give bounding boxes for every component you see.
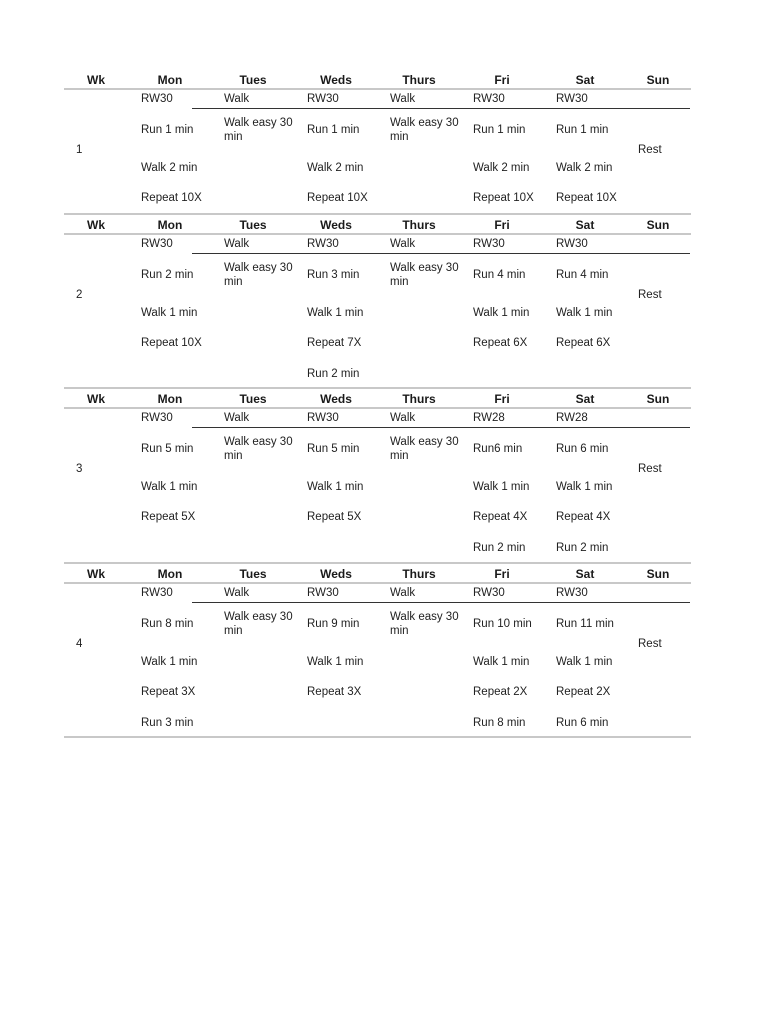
schedule-cell-fri: Walk 1 min <box>473 656 530 668</box>
schedule-cell-sat: Repeat 4X <box>556 511 611 523</box>
table-bottom-rule <box>64 736 691 738</box>
week-number: 4 <box>76 638 83 650</box>
header-top-rule <box>64 562 691 564</box>
header-cell-tues: Tues <box>239 218 267 232</box>
header-top-rule <box>64 213 691 215</box>
schedule-cell-thurs: Walk easy 30 min <box>390 436 459 462</box>
header-cell-weds: Weds <box>320 392 352 406</box>
schedule-cell-tues: Walk <box>224 412 250 424</box>
schedule-cell-sat: RW28 <box>556 412 588 424</box>
schedule-cell-sat: Walk 2 min <box>556 162 613 174</box>
schedule-cell-fri: Walk 1 min <box>473 481 530 493</box>
schedule-cell-sat: Run 6 min <box>556 443 609 455</box>
schedule-cell-thurs: Walk easy 30 min <box>390 117 459 143</box>
schedule-cell-fri: Run 4 min <box>473 269 526 281</box>
schedule-cell-weds: Repeat 3X <box>307 686 362 698</box>
schedule-cell-fri: Repeat 4X <box>473 511 528 523</box>
week-block <box>64 215 691 395</box>
sunday-rest: Rest <box>638 638 662 650</box>
schedule-cell-weds: Run 1 min <box>307 124 360 136</box>
header-cell-weds: Weds <box>320 218 352 232</box>
header-bottom-rule <box>64 233 691 235</box>
session-type-rule <box>192 602 690 603</box>
schedule-cell-mon: Run 5 min <box>141 443 194 455</box>
schedule-cell-thurs: Walk <box>390 412 416 424</box>
schedule-cell-tues: Walk <box>224 93 250 105</box>
schedule-cell-tues: Walk <box>224 238 250 250</box>
schedule-cell-mon: Repeat 10X <box>141 192 202 204</box>
header-cell-sun: Sun <box>646 392 670 406</box>
schedule-cell-weds: RW30 <box>307 587 339 599</box>
schedule-cell-mon: Run 3 min <box>141 717 194 729</box>
schedule-cell-mon: Repeat 3X <box>141 686 196 698</box>
schedule-cell-mon: Repeat 5X <box>141 511 196 523</box>
schedule-cell-mon: RW30 <box>141 412 173 424</box>
schedule-cell-thurs: Walk <box>390 238 416 250</box>
header-cell-wk: Wk <box>87 73 105 87</box>
header-cell-mon: Mon <box>157 392 183 406</box>
schedule-cell-weds: Walk 1 min <box>307 307 364 319</box>
schedule-cell-sat: Walk 1 min <box>556 656 613 668</box>
header-cell-sat: Sat <box>575 218 595 232</box>
schedule-cell-fri: Run 8 min <box>473 717 526 729</box>
schedule-cell-mon: RW30 <box>141 238 173 250</box>
header-bottom-rule <box>64 88 691 90</box>
session-type-rule <box>192 427 690 428</box>
header-cell-sat: Sat <box>575 567 595 581</box>
schedule-cell-tues: Walk easy 30 min <box>224 117 293 143</box>
schedule-cell-sat: Run 4 min <box>556 269 609 281</box>
header-cell-fri: Fri <box>494 73 510 87</box>
sunday-rest: Rest <box>638 463 662 475</box>
header-cell-tues: Tues <box>239 567 267 581</box>
header-cell-mon: Mon <box>157 73 183 87</box>
header-cell-wk: Wk <box>87 218 105 232</box>
schedule-cell-sat: RW30 <box>556 238 588 250</box>
schedule-cell-fri: Walk 1 min <box>473 307 530 319</box>
schedule-cell-mon: Walk 1 min <box>141 307 198 319</box>
schedule-cell-mon: RW30 <box>141 93 173 105</box>
header-cell-fri: Fri <box>494 218 510 232</box>
header-cell-weds: Weds <box>320 567 352 581</box>
header-cell-sun: Sun <box>646 567 670 581</box>
schedule-cell-sat: RW30 <box>556 93 588 105</box>
schedule-cell-mon: Repeat 10X <box>141 337 202 349</box>
header-row <box>64 70 691 90</box>
schedule-cell-fri: Repeat 2X <box>473 686 528 698</box>
schedule-cell-fri: RW30 <box>473 238 505 250</box>
header-cell-fri: Fri <box>494 567 510 581</box>
schedule-cell-fri: Walk 2 min <box>473 162 530 174</box>
schedule-cell-mon: Walk 1 min <box>141 656 198 668</box>
header-cell-sat: Sat <box>575 392 595 406</box>
week-number: 3 <box>76 463 83 475</box>
header-top-rule <box>64 387 691 389</box>
header-cell-sun: Sun <box>646 218 670 232</box>
schedule-cell-sat: Repeat 6X <box>556 337 611 349</box>
schedule-cell-weds: Walk 1 min <box>307 481 364 493</box>
week-block <box>64 564 691 744</box>
header-bottom-rule <box>64 407 691 409</box>
header-cell-wk: Wk <box>87 392 105 406</box>
schedule-cell-sat: Run 11 min <box>556 618 614 630</box>
header-bottom-rule <box>64 582 691 584</box>
schedule-cell-sat: Repeat 10X <box>556 192 617 204</box>
schedule-cell-mon: Run 1 min <box>141 124 194 136</box>
header-cell-thurs: Thurs <box>402 567 436 581</box>
week-number: 1 <box>76 144 83 156</box>
schedule-cell-sat: RW30 <box>556 587 588 599</box>
schedule-cell-weds: Run 9 min <box>307 618 360 630</box>
header-cell-weds: Weds <box>320 73 352 87</box>
schedule-cell-weds: Run 2 min <box>307 368 360 380</box>
header-cell-thurs: Thurs <box>402 392 436 406</box>
header-cell-sun: Sun <box>646 73 670 87</box>
schedule-cell-sat: Run 1 min <box>556 124 609 136</box>
schedule-cell-sat: Walk 1 min <box>556 481 613 493</box>
schedule-cell-tues: Walk easy 30 min <box>224 262 293 288</box>
schedule-cell-fri: RW28 <box>473 412 505 424</box>
schedule-cell-weds: Walk 1 min <box>307 656 364 668</box>
schedule-cell-tues: Walk easy 30 min <box>224 436 293 462</box>
schedule-cell-sat: Walk 1 min <box>556 307 613 319</box>
schedule-cell-weds: Walk 2 min <box>307 162 364 174</box>
header-cell-mon: Mon <box>157 218 183 232</box>
schedule-cell-fri: RW30 <box>473 587 505 599</box>
schedule-cell-fri: Run 1 min <box>473 124 526 136</box>
schedule-cell-mon: Walk 1 min <box>141 481 198 493</box>
schedule-cell-sat: Run 6 min <box>556 717 609 729</box>
schedule-cell-weds: RW30 <box>307 412 339 424</box>
header-cell-sat: Sat <box>575 73 595 87</box>
header-row <box>64 389 691 409</box>
schedule-cell-fri: Run6 min <box>473 443 523 455</box>
sunday-rest: Rest <box>638 144 662 156</box>
schedule-cell-tues: Walk <box>224 587 250 599</box>
schedule-cell-weds: Run 3 min <box>307 269 360 281</box>
schedule-cell-fri: Repeat 10X <box>473 192 534 204</box>
schedule-cell-weds: RW30 <box>307 238 339 250</box>
week-block <box>64 389 691 569</box>
schedule-cell-sat: Repeat 2X <box>556 686 611 698</box>
schedule-cell-mon: RW30 <box>141 587 173 599</box>
header-row <box>64 564 691 584</box>
week-number: 2 <box>76 289 83 301</box>
schedule-cell-fri: Run 2 min <box>473 542 526 554</box>
schedule-cell-weds: Run 5 min <box>307 443 360 455</box>
schedule-cell-tues: Walk easy 30 min <box>224 611 293 637</box>
schedule-cell-mon: Run 8 min <box>141 618 194 630</box>
schedule-cell-thurs: Walk <box>390 587 416 599</box>
session-type-rule <box>192 253 690 254</box>
header-cell-tues: Tues <box>239 73 267 87</box>
schedule-cell-fri: Repeat 6X <box>473 337 528 349</box>
schedule-cell-weds: RW30 <box>307 93 339 105</box>
header-cell-mon: Mon <box>157 567 183 581</box>
header-cell-fri: Fri <box>494 392 510 406</box>
header-cell-tues: Tues <box>239 392 267 406</box>
header-cell-wk: Wk <box>87 567 105 581</box>
header-cell-thurs: Thurs <box>402 73 436 87</box>
schedule-cell-weds: Repeat 5X <box>307 511 362 523</box>
header-row <box>64 215 691 235</box>
schedule-cell-weds: Repeat 7X <box>307 337 362 349</box>
schedule-cell-weds: Repeat 10X <box>307 192 368 204</box>
schedule-cell-fri: RW30 <box>473 93 505 105</box>
schedule-cell-thurs: Walk <box>390 93 416 105</box>
schedule-cell-mon: Walk 2 min <box>141 162 198 174</box>
schedule-cell-thurs: Walk easy 30 min <box>390 611 459 637</box>
header-cell-thurs: Thurs <box>402 218 436 232</box>
schedule-cell-sat: Run 2 min <box>556 542 609 554</box>
schedule-cell-thurs: Walk easy 30 min <box>390 262 459 288</box>
schedule-cell-fri: Run 10 min <box>473 618 532 630</box>
session-type-rule <box>192 108 690 109</box>
sunday-rest: Rest <box>638 289 662 301</box>
schedule-cell-mon: Run 2 min <box>141 269 194 281</box>
